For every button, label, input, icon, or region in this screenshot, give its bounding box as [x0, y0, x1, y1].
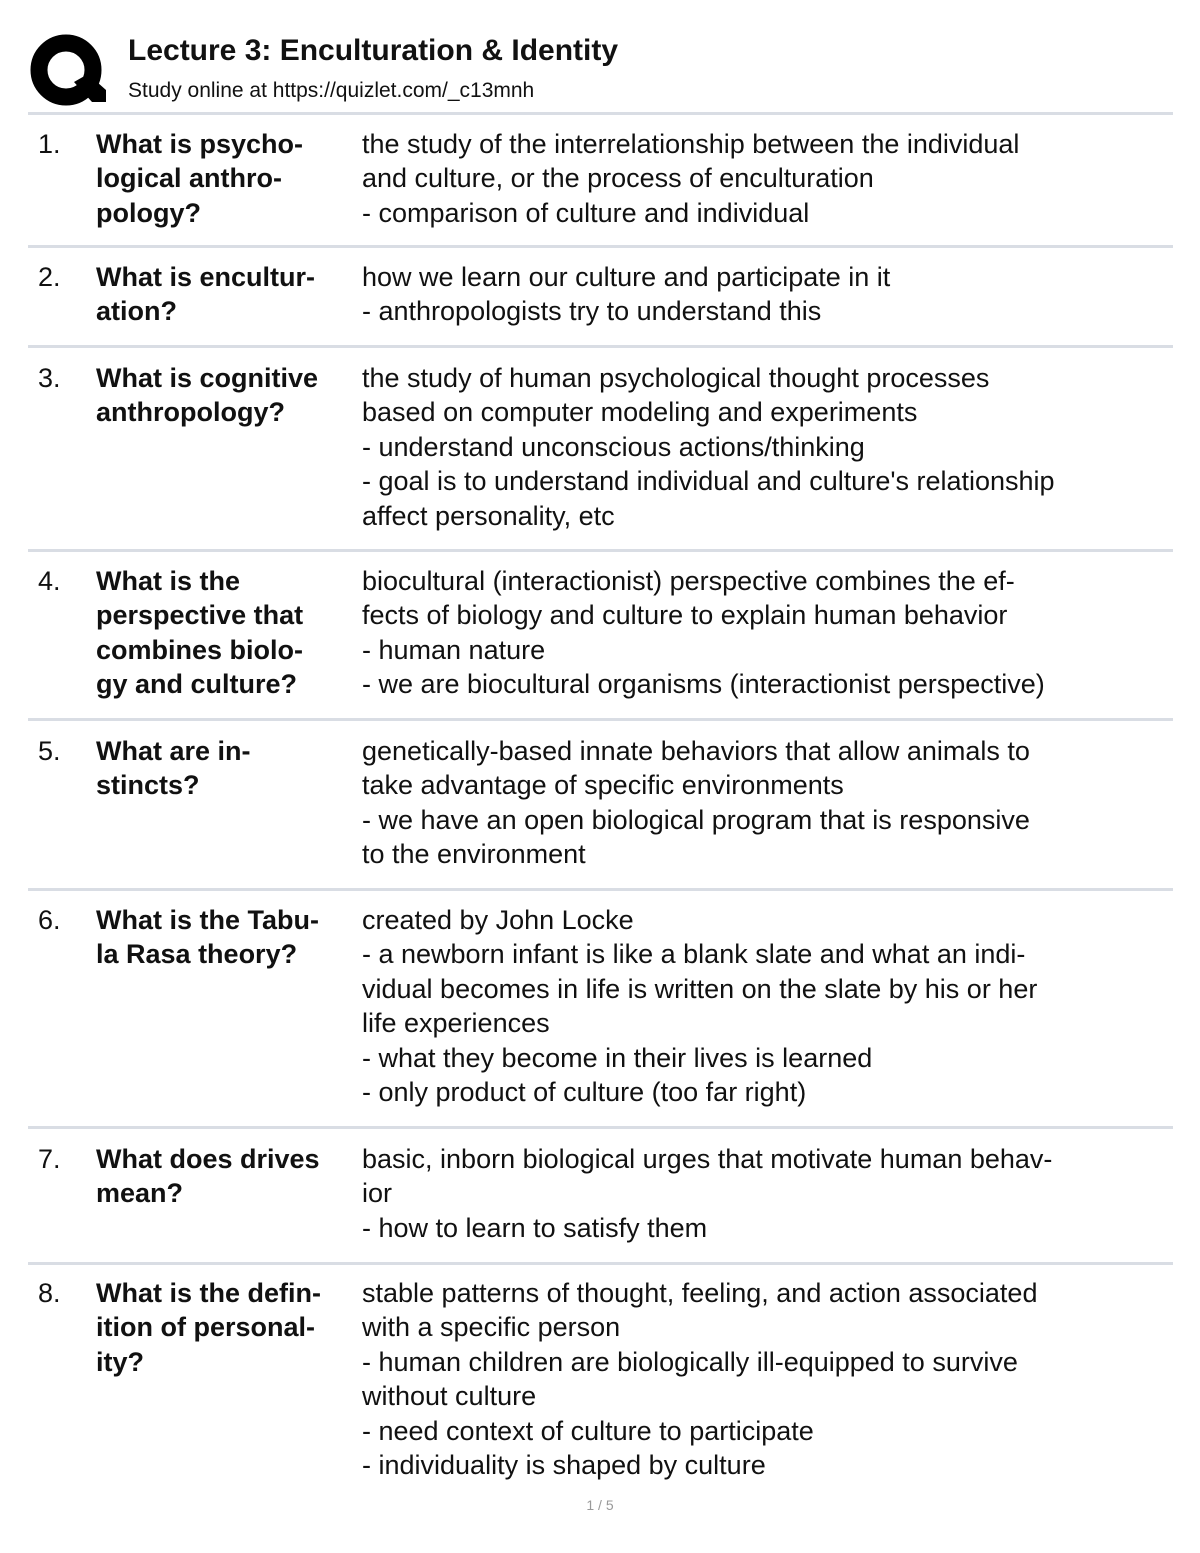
card-number: 1. [38, 129, 61, 159]
card-number: 8. [38, 1278, 61, 1308]
card-definition [362, 361, 1162, 533]
divider [28, 112, 1173, 115]
divider [28, 888, 1173, 891]
page-header [30, 30, 1172, 110]
definition-line: stable patterns of thought, feeling, and action associated [362, 1278, 1038, 1308]
term-line: perspective that [96, 600, 304, 631]
card-term [96, 361, 358, 430]
definition-line: biocultural (interactionist) perspective combines the ef- [362, 566, 1015, 596]
definition-line: take advantage of specific environments [362, 770, 844, 801]
term-line: ity? [96, 1346, 145, 1377]
term-line: logical anthro- [96, 163, 283, 194]
definition-line: - goal is to understand individual and culture's relationship [362, 466, 1055, 497]
definition-line: with a specific person [362, 1312, 621, 1343]
definition-line: how we learn our culture and participate in it [362, 262, 891, 292]
definition-line: the study of human psychological thought processes [362, 363, 990, 393]
definition-line: created by John Locke [362, 905, 634, 935]
card-definition [362, 1276, 1162, 1482]
term-line: What does drives [96, 1144, 320, 1174]
definition-line: ior [362, 1178, 393, 1209]
definition-line: the study of the interrelationship between the individual [362, 129, 1020, 159]
term-line: pology? [96, 197, 201, 228]
definition-line: without culture [362, 1381, 537, 1412]
term-line: What are in- [96, 736, 251, 766]
definition-line: fects of biology and culture to explain human behavior [362, 600, 1008, 631]
card-term [96, 1142, 358, 1211]
definition-line: to the environment [362, 839, 586, 870]
divider [28, 549, 1173, 552]
card-definition [362, 903, 1162, 1109]
term-line: What is psycho- [96, 129, 304, 159]
divider [28, 345, 1173, 348]
definition-line: - understand unconscious actions/thinking [362, 431, 865, 462]
definition-line: - we have an open biological program that is responsive [362, 804, 1030, 835]
term-line: la Rasa theory? [96, 939, 298, 970]
definition-line: - need context of culture to participate [362, 1415, 814, 1446]
quizlet-logo-icon [30, 32, 106, 108]
definition-line: - human children are biologically ill-equipped to survive [362, 1346, 1018, 1377]
definition-line: basic, inborn biological urges that motivate human behav- [362, 1144, 1053, 1174]
card-definition [362, 260, 1162, 329]
divider [28, 245, 1173, 248]
term-line: stincts? [96, 770, 200, 801]
card-number: 7. [38, 1144, 61, 1174]
card-definition [362, 564, 1162, 702]
definition-line: and culture, or the process of enculturation [362, 163, 874, 194]
card-number: 3. [38, 363, 61, 393]
divider [28, 718, 1173, 721]
card-term [96, 903, 358, 972]
card-term [96, 734, 358, 803]
definition-line: - how to learn to satisfy them [362, 1212, 708, 1243]
definition-line: life experiences [362, 1008, 550, 1039]
definition-line: - only product of culture (too far right) [362, 1077, 807, 1108]
card-term [96, 260, 358, 329]
term-line: What is the [96, 566, 241, 596]
definition-line: based on computer modeling and experiments [362, 397, 918, 428]
card-term [96, 127, 358, 230]
page-number: 1 / 5 [586, 1497, 614, 1513]
card-definition [362, 1142, 1162, 1245]
definition-line: - comparison of culture and individual [362, 197, 810, 228]
term-line: mean? [96, 1178, 184, 1209]
definition-line: - a newborn infant is like a blank slate and what an indi- [362, 939, 1026, 970]
divider [28, 1262, 1173, 1265]
term-line: What is the defin- [96, 1278, 321, 1308]
definition-line: genetically-based innate behaviors that allow animals to [362, 736, 1030, 766]
term-line: anthropology? [96, 397, 285, 428]
term-line: combines biolo- [96, 634, 304, 665]
card-term [96, 564, 358, 702]
definition-line: - we are biocultural organisms (interactionist perspective) [362, 669, 1045, 700]
definition-line: affect personality, etc [362, 500, 615, 531]
card-definition [362, 127, 1162, 230]
card-definition [362, 734, 1162, 872]
term-line: What is the Tabu- [96, 905, 319, 935]
term-line: What is cognitive [96, 363, 319, 393]
study-link[interactable]: Study online at https://quizlet.com/_c13mnh [128, 79, 535, 102]
card-term [96, 1276, 358, 1379]
term-line: ition of personal- [96, 1312, 315, 1343]
card-number: 2. [38, 262, 61, 292]
definition-line: - individuality is shaped by culture [362, 1450, 766, 1481]
definition-line: - what they become in their lives is learned [362, 1042, 873, 1073]
term-line: What is encultur- [96, 262, 316, 292]
card-number: 4. [38, 566, 61, 596]
page-title: Lecture 3: Enculturation & Identity [128, 34, 619, 67]
definition-line: - human nature [362, 634, 546, 665]
card-number: 5. [38, 736, 61, 766]
card-number: 6. [38, 905, 61, 935]
term-line: gy and culture? [96, 669, 298, 700]
definition-line: - anthropologists try to understand this [362, 296, 822, 327]
term-line: ation? [96, 296, 177, 327]
divider [28, 1126, 1173, 1129]
definition-line: vidual becomes in life is written on the slate by his or her [362, 973, 1038, 1004]
